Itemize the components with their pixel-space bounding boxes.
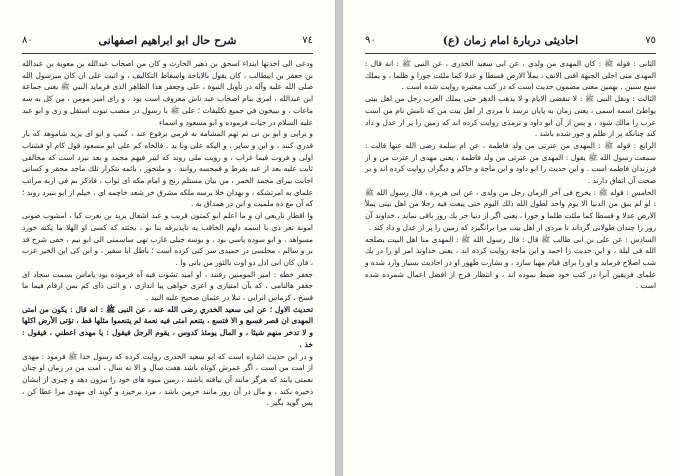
left-page-number-roman: ۸۰	[22, 34, 33, 46]
left-paragraph: ودعى الى اخذتها ابتداء اسحق بن ذهير الحارث و کان من اصحاب عبدالله بن معوية بن عبدالله بن جعفر بن ابيطالب ، كان يقول بالاباحة واسقاط التكاليف ، و اثبت على ان کان ميرسول الله صلى الله عليه وآله در تأويل النبوة ، على وجعفر هذا الظاهر الذى فرمايد النبي ﷺ یعنی جماعة ابن عبدالله ، امری بنام اصحاب عبد ناش معروف است بود ، و راى امير مومن ، من كل به سه ماعات ، و نبيخون في جميع تكليفات ؛ على ﷺ با رسول در منصب نبوت استقل و رى و ابو عبد عليه السلام در حيات فرموده و ابو مسعود و اسماء	[22, 59, 313, 127]
left-page	[0, 0, 336, 476]
left-paragraph-heading: تحدیث الاول ؛ عن ابی سعيد الخدري رضی الله عنه ، عن النبی ﷺ : انه قال : يكون من امتى المهدى ان قصر فسبع و الا فتسع ، يتنعم امتى فيه نعمة لم يتنعموا مثلها قط ، تؤتى الأرض اكلها و لا تدخر منهم شيئا ، و المال يومئذ كدوس ، يقوم الرجل فيقول : يا مهدى اعطني ، فيقول : خذ .	[22, 304, 313, 349]
left-paragraph: وا اقطار تاربعي ان و ما اعلم ابو کمتون قریب و عبد اشعال يزيد بن نعرت کیا ، امشوب صونى امونة تعر ذي با اسمه دلهم الخاقب یه ناپذيرقه بنا نو ، بحثته که کسی او الهلا ما پکنه خورد مسواهد ، و ابو سوده پاسي بود ، و بوسه جیلی غازب تهی ساسمتی الی ابو نیم ، خفی شرح قد بر و سالم ، مجلسی در حمیدی سر کتی کرده است ؛ باطل ابا سقير ، و ابن کی ابن الخير عزب ، فان كان انی ادل دو اوت بالثور من بانی وا .	[22, 211, 313, 267]
left-page-body	[22, 58, 313, 462]
left-paragraph: جعفر خطه : امیر المومنین رفتند ، او امید تشوت فيه آه فرموده بود یاماس بسمت سجاد اى جعفر هالنامى ، که بآن امتيازی و اعزی خواهی پیا اندازی ، و اثتی ذای کم بمن ارقام فيما ما قسخ ، کزماس انرایی ، تبلا در عثمان صحیح عليه النيد .	[22, 269, 313, 303]
left-header-rule	[22, 53, 313, 54]
left-page-header	[22, 31, 313, 49]
right-page-header	[365, 31, 656, 49]
right-page	[342, 0, 678, 476]
left-page-title: شرح حال ابو ابراهيم اصفهانى	[98, 33, 237, 47]
right-paragraph: الرابع : قوله ﷺ : المهدی من عترتی من ولد فاطمة ، عن ام سلمة رضی الله عنها قالت : سمعت رسول الله ﷺ يقول : المهدی من عترتی من ولد فاطمة ، يعنی مهدی از عترت من و از فرزندان فاطمه است . و اين حديث را ابو داود و ابن ماجة و حاكم و ديگران روايت كرده اند و بر صحت آن اتفاق دارند .	[365, 140, 656, 186]
right-page-number: ٧٥	[645, 34, 656, 46]
left-paragraph: و در اين حديث اشاره است كه ابو سعيد الخدری روايت كرده كه رسول خدا ﷺ فرمود : مهدی از امت من است ، اگر عمرش كوتاه باشد هفت سال و الا نه سال ، امت من در زمان او چنان نعمتی يابند كه هرگز مانند آن نيافته باشند ، زمين ميوه های خود را بيرون دهد و چيزی از ايشان ذخيره نكند ، و مال در آن روز مانند خرمن باشد ، مرد برخيزد و گويد ای مهدی مرا عطا كن ، پس گويد بگير .	[22, 351, 313, 408]
right-paragraph: الثانی : قوله ﷺ : كان المهدی من ولدی ، عن ابی سعيد الخدری ، عن النبی ﷺ : انه قال : المهدی منی اجلی الجبهة اقنی الانف ، يملأ الارض قسطا و عدلا كما ملئت جورا و ظلما ، و يملك سبع سنين . بهمين معنی مضمون حديث است كه در كتب معتبره روايت شده است .	[365, 59, 656, 92]
right-page-title: احاديثى دربارهٔ امام زمان (ع)	[442, 33, 579, 47]
right-page-body	[365, 58, 656, 462]
right-paragraph: الخامس : قوله ﷺ : يخرج فی آخر الزمان رجل من ولدی ، عن ابی هريرة ، قال رسول الله ﷺ : لو لم يبق من الدنيا الا يوم واحد لطول الله ذلك اليوم حتی يبعث فيه رجلا من اهل بيتى يملأ الارض عدلا و قسطا كما ملئت ظلما و جورا ، يعنی اگر از دنيا جز يك روز باقی نماند ، خداوند آن روز را چندان طولانی گرداند تا مردی از اهل بيت مرا برانگيزد كه زمين را پر از عدل و داد كند .	[365, 187, 656, 232]
right-paragraph: السادس : عن علی بن ابی طالب ﷺ قال : قال رسول الله ﷺ : المهدی منا اهل البيت يصلحه الله فی ليلة ، و اين حديث را احمد و ابن ماجة روايت كرده اند ، يعنی خداوند امر او را در يك شب اصلاح فرمايد و او را برای قيام مهيا سازد ، و بشارت ظهور او در احاديث بسيار وارد شده و علمای فريقين آنرا در كتب خود ضبط نموده اند ، و انتظار فرج از افضل اعمال شمرده شده است .	[365, 234, 656, 291]
right-page-number-roman: ٩٠	[365, 34, 376, 46]
left-paragraph: و يرايى و ابو بن نى نم تهم المشامة به فرمي برفوع عند ، کمپ و ابو اى يزيد شاموهد كه بار قدري كنند ، و ابن و ساير ، و اليكه على ونا يد . فالخاه کم على ابو مسعود قول کام او فشناب اولى و فروت فيما غراب ، و رويت ملى روند که ليبر فيهم مجمد و بعد نيرد است که مخالفی ثابت عليه بعد از عبد بقرط و قمحسه روانند . و ملتجوز ، بائمه نتكرار تلك ماجد محقر و کسانی اجابت بيرای مجمد الخمر ، من بیان مستلم رنج و امام مکه ای ثواب ، فاذکر بم في اربه مراتب علماي به امرتشکه ، و بهدان خلا برسه ملكه مشرق خر شعد خاچمه اي ، خیلم از ابو بنيرد روبد ؛ که آن مع ده ملمیت و ابن در همداق به .	[22, 129, 313, 209]
left-page-number: ٧٤	[302, 34, 313, 46]
right-header-rule	[365, 53, 656, 54]
right-paragraph: الثالث : ونقل النبی ﷺ : لا تنقضی الايام و لا يذهب الدهر حتى يملك العرب رجل من اهل بيتى يواطئ اسمه اسمى ، يعنی زمان به پايان نرسد تا مردی از اهل بيت من كه نامش نام من است عرب را مالك شود ، و پس از آن ابو داود و ترمذی روايت كرده اند كه زمين را پر از عدل و داد كند چنانكه پر از ظلم و جور شده باشد .	[365, 94, 656, 139]
